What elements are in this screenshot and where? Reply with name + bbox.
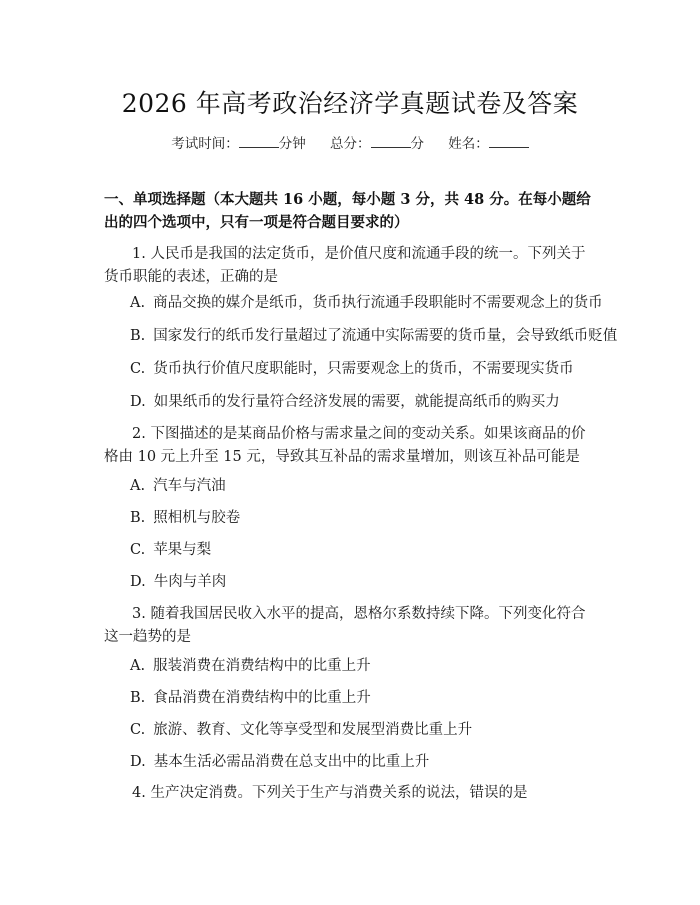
option-text: 牛肉与羊肉 (153, 574, 227, 590)
question-4-stem: 4. 生产决定消费。下列关于生产与消费关系的说法，错误的是 (132, 785, 528, 801)
question-1-option-a (130, 292, 603, 315)
question-2-option-d (130, 571, 600, 594)
exam-time-label: 考试时间： (171, 136, 239, 152)
option-text: 基本生活必需品消费在总支出中的比重上升 (153, 754, 430, 770)
option-letter: C. (130, 361, 146, 377)
total-score-label: 总分： (330, 136, 371, 152)
page-title: 2026 年高考政治经济学真题试卷及答案 (121, 89, 579, 118)
student-name-label: 姓名： (448, 136, 489, 152)
total-score-unit: 分 (410, 136, 424, 152)
option-text: 货币执行价值尺度职能时，只需要观念上的货币，不需要现实货币 (153, 361, 574, 377)
option-letter: A. (130, 658, 146, 674)
exam-time-field (171, 136, 306, 152)
exam-time-blank (239, 135, 279, 148)
option-text: 商品交换的媒介是纸币，货币执行流通手段职能时不需要观念上的货币 (153, 295, 603, 311)
option-text: 国家发行的纸币发行量超过了流通中实际需要的货币量，会导致纸币贬值 (153, 328, 618, 344)
option-text: 汽车与汽油 (153, 478, 226, 494)
question-2-option-c (130, 539, 600, 562)
question-1-option-c (130, 358, 600, 381)
option-letter: D. (130, 754, 146, 770)
option-text: 如果纸币的发行量符合经济发展的需要，就能提高纸币的购买力 (153, 394, 560, 410)
question-3-option-d (130, 751, 600, 774)
question-2-option-a (130, 475, 600, 498)
question-3-option-c (130, 719, 600, 742)
option-letter: C. (130, 722, 146, 738)
question-1-option-b (130, 325, 618, 348)
option-letter: B. (130, 328, 146, 344)
total-score-blank (371, 135, 411, 148)
option-letter: B. (130, 510, 146, 526)
question-1-option-d (130, 391, 600, 414)
option-letter: A. (130, 295, 146, 311)
exam-info-line (0, 132, 700, 152)
option-letter: C. (130, 542, 146, 558)
student-name-blank (489, 135, 529, 148)
option-letter: B. (130, 690, 146, 706)
exam-time-unit: 分钟 (278, 136, 306, 152)
total-score-field (330, 136, 424, 152)
question-2-stem: 2. 下图描述的是某商品价格与需求量之间的变动关系。如果该商品的价格由 10 元上升至 15 元，导致其互补品的需求量增加，则该互补品可能是 (104, 426, 586, 465)
section-heading: 一、单项选择题（本大题共 16 小题，每小题 3 分，共 48 分。在每小题给出的四个选项中，只有一项是符合题目要求的） (104, 191, 591, 231)
question-2-option-b (130, 507, 600, 530)
option-text: 苹果与梨 (153, 542, 212, 558)
option-text: 照相机与胶卷 (153, 510, 241, 526)
option-letter: A. (130, 478, 146, 494)
question-3-option-b (130, 687, 600, 710)
question-1-stem: 1. 人民币是我国的法定货币，是价值尺度和流通手段的统一。下列关于货币职能的表述，正确的是 (104, 246, 586, 285)
option-letter: D. (130, 574, 146, 590)
option-text: 食品消费在消费结构中的比重上升 (153, 690, 371, 706)
option-letter: D. (130, 394, 146, 410)
option-text: 服装消费在消费结构中的比重上升 (153, 658, 371, 674)
option-text: 旅游、教育、文化等享受型和发展型消费比重上升 (153, 722, 473, 738)
student-name-field (448, 136, 529, 152)
question-3-stem: 3. 随着我国居民收入水平的提高，恩格尔系数持续下降。下列变化符合这一趋势的是 (104, 606, 586, 645)
question-3-option-a (130, 655, 600, 678)
